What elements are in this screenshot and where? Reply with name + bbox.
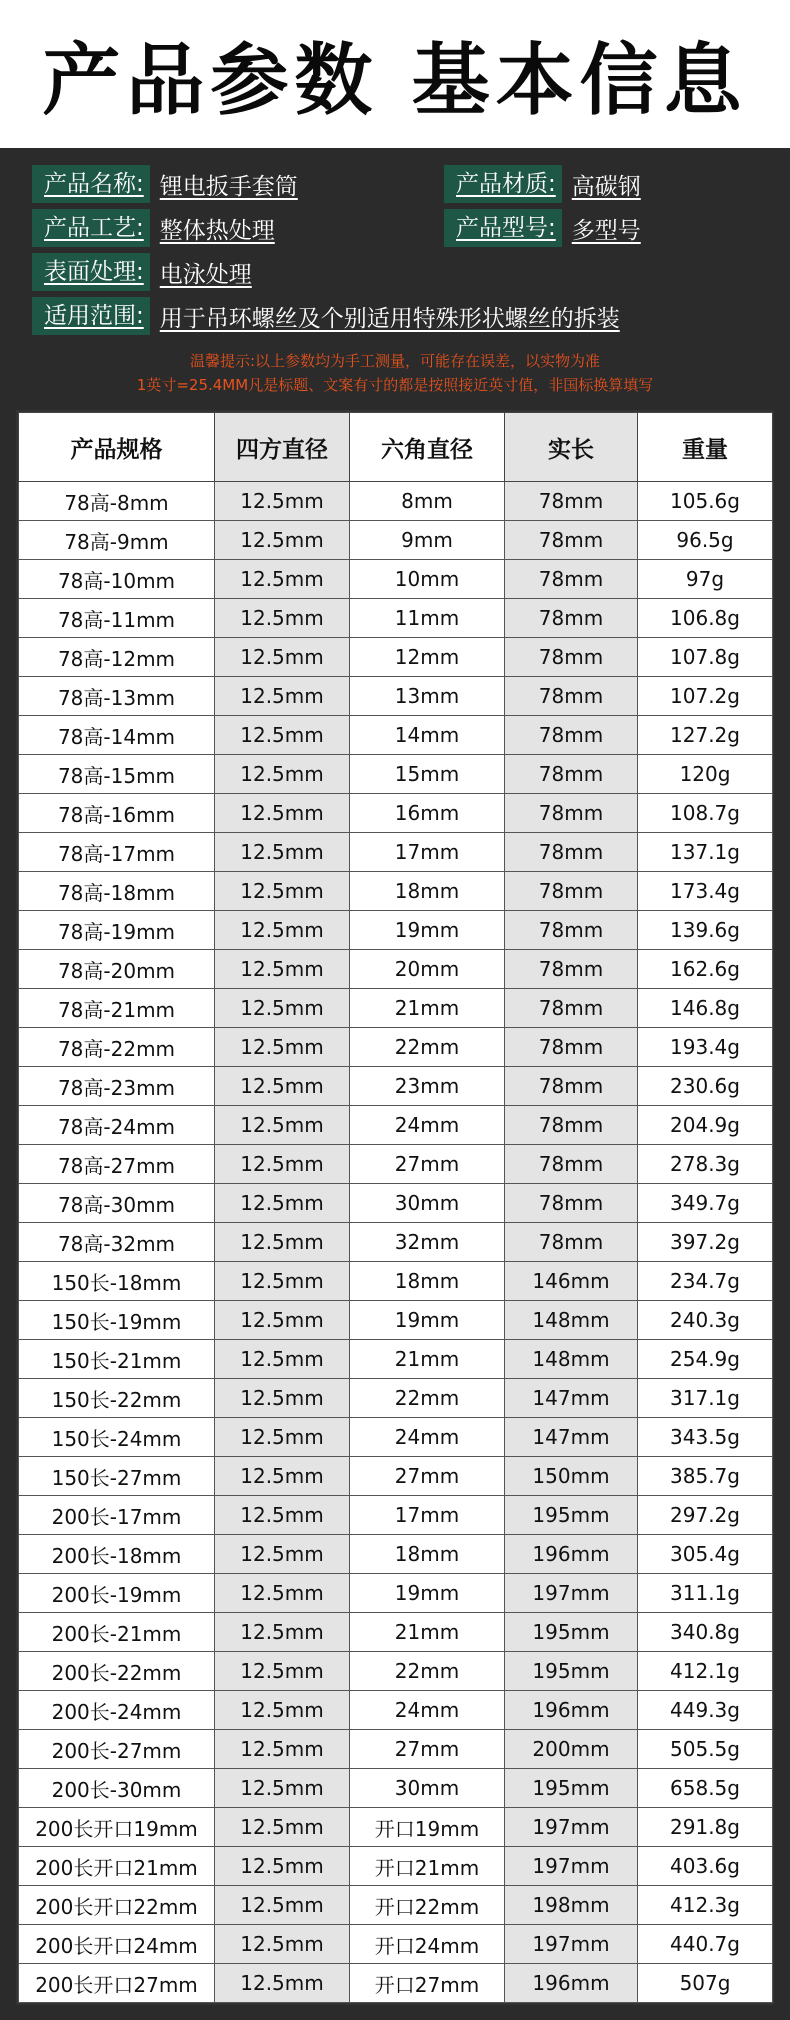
cell-weight: 240.3g [638,1301,773,1340]
cell-square-drive: 12.5mm [215,794,350,833]
notice-line-2: 1英寸=25.4MM凡是标题、文案有寸的都是按照接近英寸值，非国标换算填写 [136,376,654,394]
cell-weight: 234.7g [638,1262,773,1301]
info-item-material [444,165,641,203]
cell-length: 78mm [505,677,638,716]
cell-hex-size: 30mm [350,1184,505,1223]
cell-length: 197mm [505,1847,638,1886]
spec-table-container [16,410,774,2005]
cell-length: 200mm [505,1730,638,1769]
cell-hex-size: 27mm [350,1730,505,1769]
cell-weight: 230.6g [638,1067,773,1106]
table-row [19,1418,773,1457]
cell-hex-size: 32mm [350,1223,505,1262]
cell-weight: 385.7g [638,1457,773,1496]
page-title: 产品参数 基本信息 [42,36,748,126]
cell-spec: 78高-15mm [19,755,215,794]
cell-spec: 78高-24mm [19,1106,215,1145]
cell-hex-size: 22mm [350,1652,505,1691]
cell-weight: 146.8g [638,989,773,1028]
info-row [32,253,752,297]
cell-length: 198mm [505,1886,638,1925]
info-row [32,297,752,341]
cell-hex-size: 20mm [350,950,505,989]
table-row [19,1652,773,1691]
cell-length: 196mm [505,1535,638,1574]
cell-weight: 449.3g [638,1691,773,1730]
cell-square-drive: 12.5mm [215,1808,350,1847]
cell-spec: 78高-18mm [19,872,215,911]
info-value: 多型号 [571,217,641,244]
cell-spec: 78高-22mm [19,1028,215,1067]
cell-square-drive: 12.5mm [215,1418,350,1457]
cell-weight: 106.8g [638,599,773,638]
cell-length: 78mm [505,1067,638,1106]
cell-hex-size: 8mm [350,482,505,521]
cell-hex-size: 30mm [350,1769,505,1808]
cell-square-drive: 12.5mm [215,911,350,950]
cell-square-drive: 12.5mm [215,716,350,755]
header-weight: 重量 [638,413,773,482]
cell-length: 196mm [505,1691,638,1730]
cell-weight: 108.7g [638,794,773,833]
cell-square-drive: 12.5mm [215,1886,350,1925]
cell-weight: 120g [638,755,773,794]
cell-length: 147mm [505,1379,638,1418]
cell-weight: 440.7g [638,1925,773,1964]
table-row [19,1340,773,1379]
info-item-name [32,165,298,203]
table-row [19,989,773,1028]
table-row [19,1886,773,1925]
cell-hex-size: 开口22mm [350,1886,505,1925]
cell-weight: 162.6g [638,950,773,989]
table-row [19,638,773,677]
cell-square-drive: 12.5mm [215,1652,350,1691]
cell-hex-size: 18mm [350,1535,505,1574]
cell-length: 195mm [505,1613,638,1652]
info-key: 产品工艺: [32,209,150,247]
cell-weight: 397.2g [638,1223,773,1262]
cell-square-drive: 12.5mm [215,1457,350,1496]
info-item-surface [32,253,252,291]
cell-length: 78mm [505,1184,638,1223]
cell-length: 78mm [505,1106,638,1145]
cell-length: 195mm [505,1496,638,1535]
table-row [19,794,773,833]
cell-weight: 412.3g [638,1886,773,1925]
cell-weight: 139.6g [638,911,773,950]
cell-length: 78mm [505,521,638,560]
cell-weight: 204.9g [638,1106,773,1145]
cell-length: 78mm [505,1145,638,1184]
info-row [32,165,752,209]
cell-square-drive: 12.5mm [215,1106,350,1145]
cell-spec: 78高-30mm [19,1184,215,1223]
cell-square-drive: 12.5mm [215,1574,350,1613]
info-value: 高碳钢 [571,173,641,200]
cell-weight: 107.8g [638,638,773,677]
info-key: 适用范围: [32,297,150,335]
header-spec: 产品规格 [19,413,215,482]
info-value: 用于吊环螺丝及个别适用特殊形状螺丝的拆装 [159,305,620,332]
cell-length: 197mm [505,1574,638,1613]
cell-spec: 200长-19mm [19,1574,215,1613]
cell-spec: 200长-21mm [19,1613,215,1652]
cell-spec: 78高-12mm [19,638,215,677]
table-row [19,833,773,872]
cell-weight: 311.1g [638,1574,773,1613]
cell-square-drive: 12.5mm [215,1691,350,1730]
cell-square-drive: 12.5mm [215,1925,350,1964]
table-row [19,755,773,794]
cell-weight: 127.2g [638,716,773,755]
table-row [19,1847,773,1886]
cell-weight: 278.3g [638,1145,773,1184]
cell-weight: 340.8g [638,1613,773,1652]
cell-square-drive: 12.5mm [215,1730,350,1769]
cell-spec: 200长开口22mm [19,1886,215,1925]
cell-spec: 78高-23mm [19,1067,215,1106]
cell-weight: 505.5g [638,1730,773,1769]
cell-hex-size: 11mm [350,599,505,638]
cell-hex-size: 24mm [350,1418,505,1457]
cell-weight: 507g [638,1964,773,2003]
cell-square-drive: 12.5mm [215,560,350,599]
cell-length: 78mm [505,872,638,911]
cell-length: 78mm [505,950,638,989]
cell-hex-size: 开口24mm [350,1925,505,1964]
table-row [19,1106,773,1145]
cell-length: 150mm [505,1457,638,1496]
cell-hex-size: 15mm [350,755,505,794]
cell-hex-size: 27mm [350,1145,505,1184]
table-row [19,1223,773,1262]
cell-length: 78mm [505,716,638,755]
cell-hex-size: 开口27mm [350,1964,505,2003]
cell-square-drive: 12.5mm [215,1223,350,1262]
cell-square-drive: 12.5mm [215,599,350,638]
cell-weight: 96.5g [638,521,773,560]
cell-length: 78mm [505,560,638,599]
table-row [19,1067,773,1106]
cell-spec: 150长-18mm [19,1262,215,1301]
cell-spec: 78高-8mm [19,482,215,521]
cell-weight: 297.2g [638,1496,773,1535]
table-row [19,599,773,638]
cell-weight: 97g [638,560,773,599]
table-row [19,677,773,716]
cell-hex-size: 12mm [350,638,505,677]
table-row [19,950,773,989]
cell-square-drive: 12.5mm [215,755,350,794]
cell-weight: 105.6g [638,482,773,521]
cell-square-drive: 12.5mm [215,989,350,1028]
table-row [19,560,773,599]
table-row [19,1184,773,1223]
cell-length: 148mm [505,1301,638,1340]
cell-length: 78mm [505,794,638,833]
table-row [19,1730,773,1769]
cell-square-drive: 12.5mm [215,1379,350,1418]
table-row [19,1925,773,1964]
info-value: 锂电扳手套筒 [159,173,298,200]
cell-hex-size: 24mm [350,1691,505,1730]
cell-square-drive: 12.5mm [215,872,350,911]
info-row [32,209,752,253]
cell-hex-size: 23mm [350,1067,505,1106]
cell-length: 78mm [505,599,638,638]
cell-spec: 200长开口24mm [19,1925,215,1964]
cell-square-drive: 12.5mm [215,1964,350,2003]
cell-hex-size: 9mm [350,521,505,560]
cell-square-drive: 12.5mm [215,1028,350,1067]
cell-hex-size: 开口19mm [350,1808,505,1847]
cell-hex-size: 14mm [350,716,505,755]
cell-hex-size: 19mm [350,1574,505,1613]
cell-square-drive: 12.5mm [215,1496,350,1535]
page-header [0,0,790,148]
cell-square-drive: 12.5mm [215,1535,350,1574]
table-row [19,521,773,560]
table-row [19,1574,773,1613]
table-body [19,482,773,2003]
cell-square-drive: 12.5mm [215,1145,350,1184]
cell-spec: 200长-22mm [19,1652,215,1691]
cell-square-drive: 12.5mm [215,482,350,521]
cell-hex-size: 16mm [350,794,505,833]
table-row [19,716,773,755]
cell-spec: 200长-17mm [19,1496,215,1535]
cell-square-drive: 12.5mm [215,521,350,560]
cell-length: 78mm [505,1028,638,1067]
cell-weight: 317.1g [638,1379,773,1418]
cell-weight: 193.4g [638,1028,773,1067]
cell-weight: 137.1g [638,833,773,872]
cell-weight: 173.4g [638,872,773,911]
cell-spec: 150长-22mm [19,1379,215,1418]
info-item-model [444,209,641,247]
cell-spec: 200长开口21mm [19,1847,215,1886]
cell-weight: 107.2g [638,677,773,716]
cell-spec: 200长-30mm [19,1769,215,1808]
cell-square-drive: 12.5mm [215,1847,350,1886]
cell-length: 147mm [505,1418,638,1457]
table-row [19,482,773,521]
cell-spec: 78高-20mm [19,950,215,989]
cell-hex-size: 13mm [350,677,505,716]
cell-spec: 78高-19mm [19,911,215,950]
cell-square-drive: 12.5mm [215,950,350,989]
cell-spec: 78高-9mm [19,521,215,560]
cell-spec: 78高-17mm [19,833,215,872]
table-row [19,1262,773,1301]
cell-square-drive: 12.5mm [215,1184,350,1223]
info-key: 产品型号: [444,209,562,247]
cell-spec: 200长-24mm [19,1691,215,1730]
info-key: 产品材质: [444,165,562,203]
cell-weight: 305.4g [638,1535,773,1574]
cell-square-drive: 12.5mm [215,1340,350,1379]
cell-weight: 412.1g [638,1652,773,1691]
cell-length: 78mm [505,911,638,950]
info-item-usage [32,297,620,335]
cell-hex-size: 17mm [350,833,505,872]
cell-weight: 254.9g [638,1340,773,1379]
cell-length: 146mm [505,1262,638,1301]
cell-weight: 349.7g [638,1184,773,1223]
cell-weight: 658.5g [638,1769,773,1808]
cell-square-drive: 12.5mm [215,1301,350,1340]
cell-spec: 200长开口27mm [19,1964,215,2003]
cell-square-drive: 12.5mm [215,1262,350,1301]
cell-hex-size: 18mm [350,872,505,911]
cell-weight: 343.5g [638,1418,773,1457]
cell-hex-size: 27mm [350,1457,505,1496]
table-row [19,1769,773,1808]
cell-hex-size: 21mm [350,1340,505,1379]
cell-length: 78mm [505,989,638,1028]
cell-spec: 78高-21mm [19,989,215,1028]
table-row [19,872,773,911]
table-row [19,911,773,950]
cell-square-drive: 12.5mm [215,638,350,677]
table-row [19,1457,773,1496]
table-row [19,1028,773,1067]
table-row [19,1691,773,1730]
header-length: 实长 [505,413,638,482]
cell-square-drive: 12.5mm [215,833,350,872]
cell-length: 195mm [505,1652,638,1691]
cell-spec: 150长-24mm [19,1418,215,1457]
cell-spec: 78高-14mm [19,716,215,755]
table-header-row [19,413,773,482]
table-row [19,1613,773,1652]
table-row [19,1379,773,1418]
cell-length: 78mm [505,482,638,521]
cell-length: 197mm [505,1808,638,1847]
cell-length: 78mm [505,833,638,872]
table-row [19,1301,773,1340]
info-value: 电泳处理 [159,261,252,288]
table-row [19,1496,773,1535]
cell-square-drive: 12.5mm [215,677,350,716]
info-key: 产品名称: [32,165,150,203]
cell-square-drive: 12.5mm [215,1067,350,1106]
cell-hex-size: 10mm [350,560,505,599]
info-item-process [32,209,275,247]
cell-hex-size: 21mm [350,989,505,1028]
cell-spec: 200长开口19mm [19,1808,215,1847]
spec-table [18,412,773,2003]
header-square-drive: 四方直径 [215,413,350,482]
product-info-panel [32,165,752,341]
table-row [19,1964,773,2003]
table-row [19,1145,773,1184]
cell-hex-size: 19mm [350,1301,505,1340]
info-key: 表面处理: [32,253,150,291]
cell-hex-size: 开口21mm [350,1847,505,1886]
table-row [19,1808,773,1847]
header-hex-size: 六角直径 [350,413,505,482]
cell-square-drive: 12.5mm [215,1769,350,1808]
cell-spec: 78高-13mm [19,677,215,716]
cell-weight: 291.8g [638,1808,773,1847]
cell-weight: 403.6g [638,1847,773,1886]
cell-length: 148mm [505,1340,638,1379]
cell-spec: 78高-16mm [19,794,215,833]
cell-hex-size: 17mm [350,1496,505,1535]
cell-spec: 78高-11mm [19,599,215,638]
cell-spec: 150长-27mm [19,1457,215,1496]
cell-spec: 78高-10mm [19,560,215,599]
cell-hex-size: 21mm [350,1613,505,1652]
cell-square-drive: 12.5mm [215,1613,350,1652]
info-value: 整体热处理 [159,217,275,244]
cell-hex-size: 19mm [350,911,505,950]
cell-hex-size: 22mm [350,1379,505,1418]
cell-length: 78mm [505,755,638,794]
cell-hex-size: 24mm [350,1106,505,1145]
cell-spec: 150长-21mm [19,1340,215,1379]
cell-length: 195mm [505,1769,638,1808]
cell-length: 78mm [505,1223,638,1262]
notice-line-1: 温馨提示:以上参数均为手工测量，可能存在误差，以实物为准 [189,352,601,370]
cell-hex-size: 22mm [350,1028,505,1067]
cell-length: 197mm [505,1925,638,1964]
cell-spec: 78高-32mm [19,1223,215,1262]
cell-length: 196mm [505,1964,638,2003]
cell-spec: 78高-27mm [19,1145,215,1184]
table-row [19,1535,773,1574]
cell-length: 78mm [505,638,638,677]
cell-spec: 150长-19mm [19,1301,215,1340]
cell-spec: 200长-18mm [19,1535,215,1574]
cell-hex-size: 18mm [350,1262,505,1301]
cell-spec: 200长-27mm [19,1730,215,1769]
